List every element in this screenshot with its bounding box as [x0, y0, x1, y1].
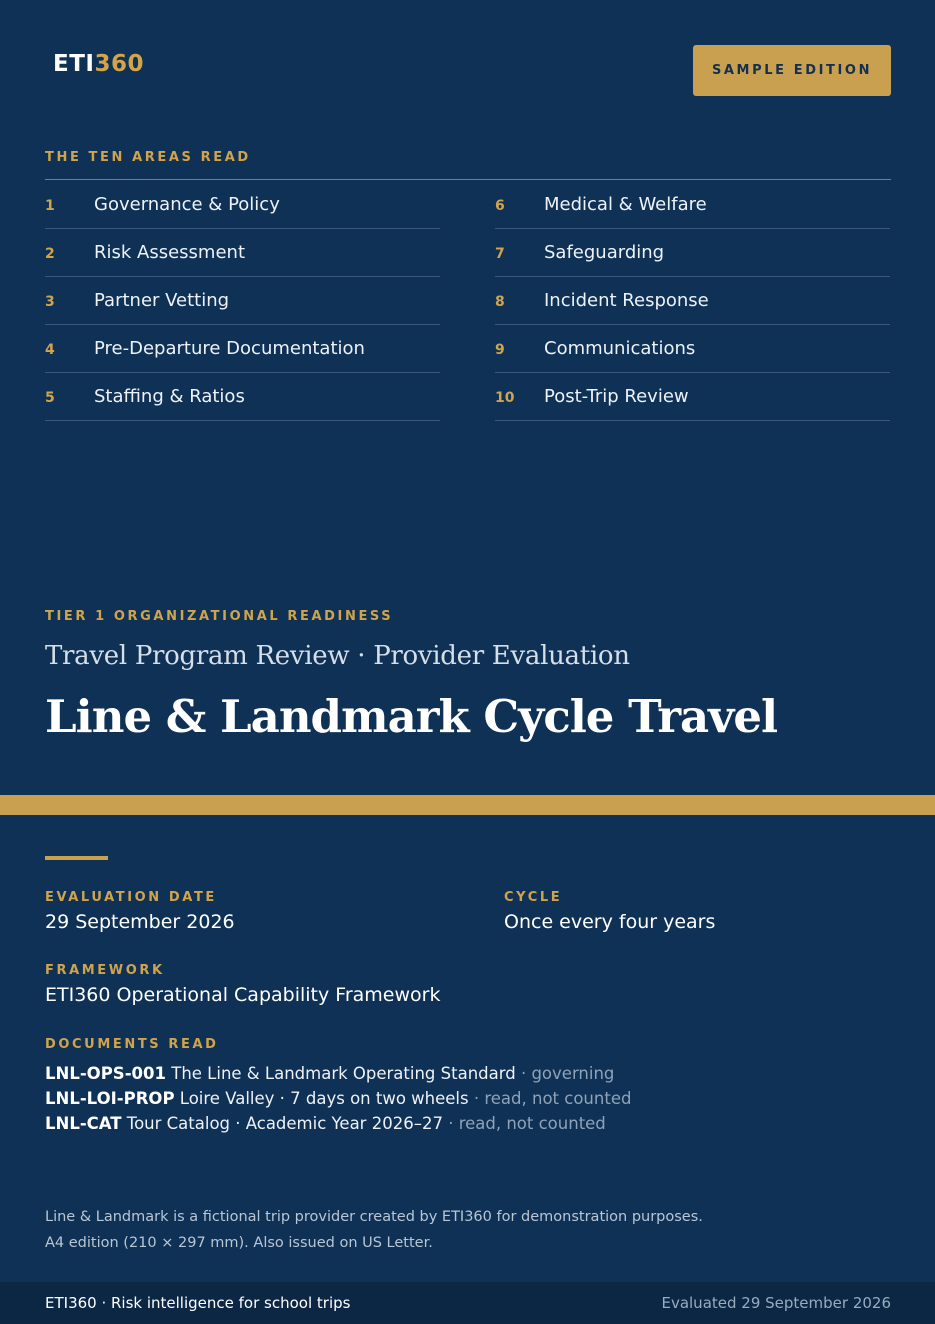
areas-column-left [45, 181, 440, 421]
evaluation-date-label: EVALUATION DATE [45, 890, 217, 905]
gold-divider-band [0, 795, 935, 815]
area-item [495, 325, 890, 373]
area-label: Risk Assessment [94, 242, 246, 263]
area-label: Incident Response [544, 290, 709, 311]
area-number: 1 [45, 197, 55, 214]
framework-value: ETI360 Operational Capability Framework [45, 984, 441, 1006]
areas-heading: THE TEN AREAS READ [45, 150, 251, 165]
area-label: Post-Trip Review [544, 386, 689, 407]
footer-brand-text: ETI360 · Risk intelligence for school trips [45, 1294, 351, 1312]
document-code: LNL-OPS-001 [45, 1064, 166, 1083]
area-item [495, 181, 890, 229]
area-item [495, 373, 890, 421]
document-title: The Line & Landmark Operating Standard [171, 1064, 516, 1083]
area-number: 7 [495, 245, 505, 262]
logo-text-360: 360 [94, 51, 144, 77]
report-title: Line & Landmark Cycle Travel [45, 690, 778, 743]
document-title: Tour Catalog · Academic Year 2026–27 [126, 1114, 443, 1133]
document-title: Loire Valley · 7 days on two wheels [179, 1089, 469, 1108]
logo-text-eti: ETI [53, 51, 95, 77]
area-item [45, 373, 440, 421]
documents-read-label: DOCUMENTS READ [45, 1037, 219, 1052]
area-number: 5 [45, 389, 55, 406]
area-item [45, 277, 440, 325]
tier-eyebrow: TIER 1 ORGANIZATIONAL READINESS [45, 609, 394, 624]
evaluation-date-value: 29 September 2026 [45, 911, 235, 933]
framework-label: FRAMEWORK [45, 963, 165, 978]
area-number: 8 [495, 293, 505, 310]
report-subtitle: Travel Program Review · Provider Evaluation [45, 641, 630, 671]
area-item [45, 229, 440, 277]
document-code: LNL-LOI-PROP [45, 1089, 175, 1108]
area-label: Governance & Policy [94, 194, 280, 215]
area-number: 3 [45, 293, 55, 310]
area-number: 4 [45, 341, 55, 358]
cycle-label: CYCLE [504, 890, 563, 905]
cycle-value: Once every four years [504, 911, 716, 933]
footer-bar [0, 1282, 935, 1324]
document-note: · governing [520, 1064, 615, 1083]
area-label: Partner Vetting [94, 290, 230, 311]
area-label: Staffing & Ratios [94, 386, 245, 407]
gold-accent-rule [45, 856, 108, 860]
document-code: LNL-CAT [45, 1114, 122, 1133]
document-note: · read, not counted [448, 1114, 606, 1133]
area-label: Communications [544, 338, 696, 359]
footer-evaluated-date: Evaluated 29 September 2026 [661, 1294, 891, 1312]
disclaimer [45, 1204, 703, 1256]
areas-column-right [495, 181, 890, 421]
area-item [495, 229, 890, 277]
area-label: Pre-Departure Documentation [94, 338, 365, 359]
area-number: 2 [45, 245, 55, 262]
document-item [45, 1061, 631, 1086]
sample-edition-badge[interactable]: SAMPLE EDITION [693, 45, 891, 96]
area-number: 10 [495, 389, 515, 406]
document-item [45, 1111, 631, 1136]
document-note: · read, not counted [473, 1089, 632, 1108]
area-number: 9 [495, 341, 505, 358]
area-item [495, 277, 890, 325]
areas-divider [45, 179, 891, 180]
disclaimer-line: A4 edition (210 × 297 mm). Also issued on US Letter. [45, 1235, 433, 1251]
document-item [45, 1086, 631, 1111]
area-item [45, 325, 440, 373]
eti360-logo [53, 50, 144, 78]
area-label: Medical & Welfare [544, 194, 707, 215]
documents-list [45, 1061, 631, 1136]
disclaimer-line: Line & Landmark is a fictional trip provider created by ETI360 for demonstration purposes. [45, 1209, 703, 1225]
area-number: 6 [495, 197, 505, 214]
area-item [45, 181, 440, 229]
area-label: Safeguarding [544, 242, 665, 263]
